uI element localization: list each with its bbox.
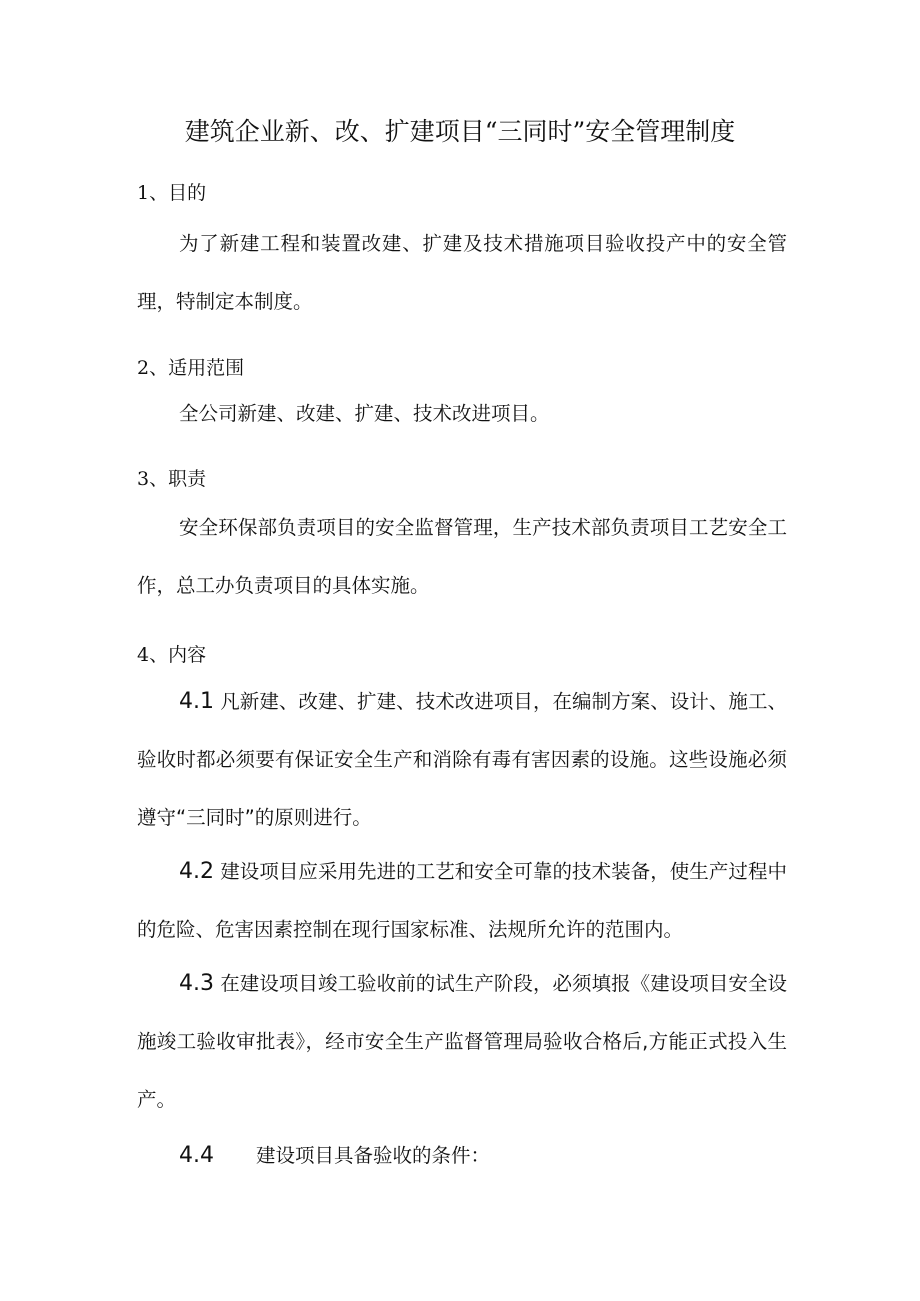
- section-heading-content: 4、内容: [137, 644, 207, 666]
- section-body-purpose: 为了新建工程和装置改建、扩建及技术措施项目验收投产中的安全管理，特制定本制度。: [137, 232, 787, 313]
- item-number: 4.3: [179, 971, 214, 996]
- section-heading-scope: 2、适用范围: [137, 357, 245, 379]
- section-body-scope: 全公司新建、改建、扩建、技术改进项目。: [179, 402, 550, 425]
- content-item-4-1: [137, 673, 787, 847]
- item-text: 凡新建、改建、扩建、技术改进项目，在编制方案、设计、施工、验收时都必须要有保证安全生产和消除有毒有害因素的设施。这些设施必须遵守“三同时”的原则进行。: [137, 690, 787, 829]
- section-heading-purpose: 1、目的: [137, 182, 207, 204]
- item-number: 4.2: [179, 859, 214, 884]
- document-title: 建筑企业新、改、扩建项目“三同时”安全管理制度: [184, 117, 736, 146]
- item-text: 建设项目具备验收的条件：: [256, 1144, 491, 1167]
- item-text: 建设项目应采用先进的工艺和安全可靠的技术装备，使生产过程中的危险、危害因素控制在现行国家标准、法规所允许的范围内。: [137, 860, 787, 941]
- section-body-responsibilities: 安全环保部负责项目的安全监督管理，生产技术部负责项目工艺安全工作，总工办负责项目的具体实施。: [137, 516, 787, 597]
- content-item-4-4: [179, 1140, 490, 1168]
- item-number: 4.1: [179, 689, 214, 714]
- item-number: 4.4: [179, 1143, 214, 1168]
- section-heading-responsibilities: 3、职责: [137, 468, 207, 490]
- item-text: 在建设项目竣工验收前的试生产阶段，必须填报《建设项目安全设施竣工验收审批表》，经市安全生产监督管理局验收合格后,方能正式投入生产。: [137, 972, 787, 1111]
- content-item-4-3: [137, 955, 787, 1129]
- content-item-4-2: [137, 843, 787, 959]
